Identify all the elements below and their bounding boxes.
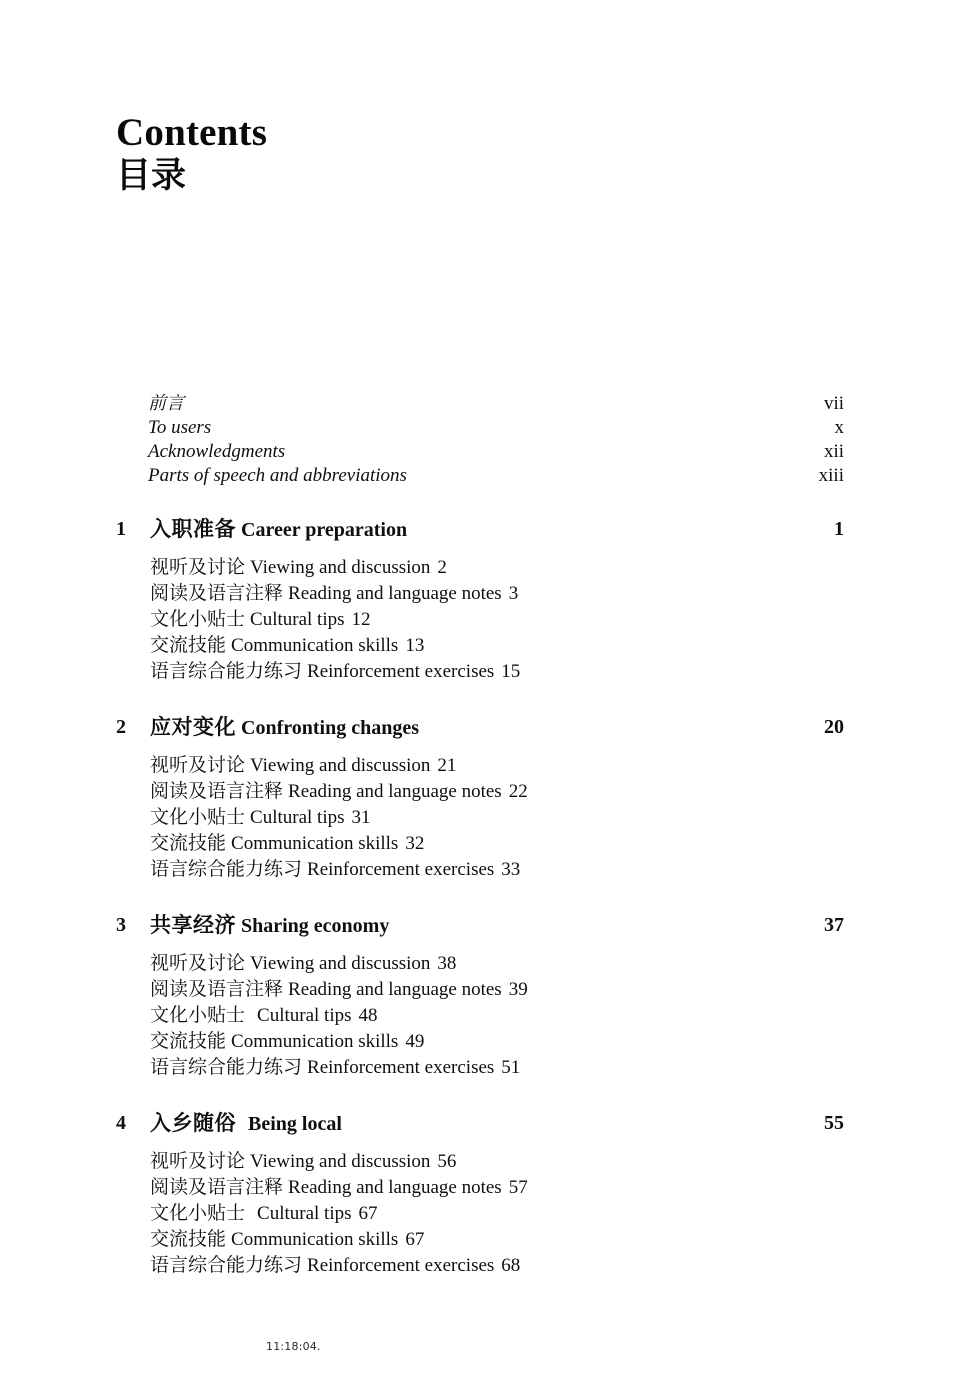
- section-label-chinese: 交流技能: [150, 832, 227, 854]
- front-matter-title: To users: [148, 417, 212, 438]
- section-entry[interactable]: [150, 856, 844, 882]
- front-matter-page-number: xii: [823, 441, 844, 462]
- section-entry[interactable]: [150, 1028, 844, 1054]
- section-label-chinese: 视听及讨论: [150, 1150, 246, 1172]
- section-label-chinese: 文化小贴士: [150, 1202, 246, 1224]
- section-page-number: 67: [405, 1229, 425, 1250]
- section-entry[interactable]: [150, 554, 844, 580]
- section-entry[interactable]: [150, 1252, 844, 1278]
- section-label-english: Communication skills: [231, 635, 399, 656]
- chapter-heading[interactable]: [116, 712, 844, 742]
- section-entry[interactable]: [150, 1148, 844, 1174]
- front-matter-list: [148, 392, 844, 488]
- section-page-number: 22: [508, 781, 528, 802]
- section-page-number: 21: [437, 755, 457, 776]
- front-matter-entry[interactable]: [148, 464, 844, 488]
- section-entry[interactable]: [150, 830, 844, 856]
- section-label-english: Communication skills: [231, 833, 399, 854]
- page-title: [116, 112, 267, 197]
- chapter-number: 3: [116, 914, 126, 936]
- chapter-title-english: Confronting changes: [241, 717, 419, 739]
- section-label-english: Communication skills: [231, 1229, 399, 1250]
- chapter-section-list: [150, 1146, 844, 1278]
- section-page-number: 3: [508, 583, 519, 604]
- chapter-heading[interactable]: [116, 1108, 844, 1138]
- section-entry[interactable]: [150, 632, 844, 658]
- section-page-number: 32: [405, 833, 425, 854]
- chapter-title-chinese: 共享经济: [150, 913, 236, 937]
- section-label-english: Cultural tips: [257, 1005, 352, 1026]
- section-label-english: Viewing and discussion: [250, 755, 431, 776]
- section-label-english: Cultural tips: [250, 609, 345, 630]
- section-label-chinese: 语言综合能力练习: [150, 660, 303, 682]
- section-page-number: 33: [501, 859, 521, 880]
- chapter-number: 2: [116, 716, 126, 738]
- front-matter-title: Acknowledgments: [148, 441, 286, 462]
- chapter-page-number: 20: [824, 716, 844, 738]
- section-label-chinese: 文化小贴士: [150, 806, 246, 828]
- section-entry[interactable]: [150, 658, 844, 684]
- section-label-english: Reading and language notes: [288, 1177, 502, 1198]
- chapter-heading[interactable]: [116, 514, 844, 544]
- section-entry[interactable]: [150, 1200, 844, 1226]
- chapter-heading[interactable]: [116, 910, 844, 940]
- section-page-number: 57: [508, 1177, 528, 1198]
- section-entry[interactable]: [150, 1226, 844, 1252]
- footer-timestamp: 11:18:04.: [266, 1340, 321, 1353]
- chapter-title-chinese: 入乡随俗: [150, 1111, 236, 1135]
- chapter-list: [116, 514, 844, 1278]
- section-entry[interactable]: [150, 950, 844, 976]
- section-page-number: 49: [405, 1031, 425, 1052]
- section-label-chinese: 语言综合能力练习: [150, 1254, 303, 1276]
- section-entry[interactable]: [150, 1002, 844, 1028]
- section-page-number: 51: [501, 1057, 521, 1078]
- section-page-number: 31: [351, 807, 371, 828]
- section-entry[interactable]: [150, 1174, 844, 1200]
- section-page-number: 56: [437, 1151, 457, 1172]
- chapter-entry: [116, 910, 844, 1080]
- chapter-page-number: 55: [824, 1112, 844, 1134]
- chapter-section-list: [150, 750, 844, 882]
- section-entry[interactable]: [150, 1054, 844, 1080]
- chapter-title-english: Career preparation: [241, 519, 408, 541]
- chapter-entry: [116, 514, 844, 684]
- section-label-chinese: 文化小贴士: [150, 608, 246, 630]
- front-matter-title: 前言: [148, 393, 184, 414]
- chapter-page-number: 37: [824, 914, 844, 936]
- section-page-number: 68: [501, 1255, 521, 1276]
- section-label-english: Reinforcement exercises: [307, 661, 495, 682]
- section-page-number: 13: [405, 635, 425, 656]
- section-label-english: Reinforcement exercises: [307, 859, 495, 880]
- section-label-english: Reading and language notes: [288, 781, 502, 802]
- page-title-chinese: 目录: [116, 156, 187, 197]
- section-label-chinese: 交流技能: [150, 1030, 227, 1052]
- chapter-title: [150, 514, 407, 545]
- section-label-english: Cultural tips: [257, 1203, 352, 1224]
- section-label-chinese: 语言综合能力练习: [150, 1056, 303, 1078]
- chapter-title: [150, 910, 389, 941]
- section-label-chinese: 阅读及语言注释: [150, 582, 284, 604]
- section-page-number: 48: [358, 1005, 378, 1026]
- section-label-chinese: 阅读及语言注释: [150, 978, 284, 1000]
- front-matter-page-number: vii: [823, 393, 844, 414]
- chapter-title-chinese: 入职准备: [150, 517, 236, 541]
- chapter-title: [150, 712, 419, 743]
- section-label-chinese: 交流技能: [150, 1228, 227, 1250]
- section-label-english: Viewing and discussion: [250, 953, 431, 974]
- section-label-chinese: 视听及讨论: [150, 952, 246, 974]
- front-matter-page-number: xiii: [818, 465, 844, 486]
- page-title-english: Contents: [116, 111, 268, 154]
- section-page-number: 39: [508, 979, 528, 1000]
- section-entry[interactable]: [150, 778, 844, 804]
- section-label-chinese: 视听及讨论: [150, 556, 246, 578]
- section-entry[interactable]: [150, 606, 844, 632]
- front-matter-entry[interactable]: [148, 392, 844, 416]
- section-label-english: Communication skills: [231, 1031, 399, 1052]
- section-entry[interactable]: [150, 752, 844, 778]
- chapter-number: 1: [116, 518, 126, 540]
- section-label-chinese: 文化小贴士: [150, 1004, 246, 1026]
- section-label-english: Viewing and discussion: [250, 557, 431, 578]
- chapter-section-list: [150, 552, 844, 684]
- section-entry[interactable]: [150, 580, 844, 606]
- section-label-english: Cultural tips: [250, 807, 345, 828]
- chapter-entry: [116, 1108, 844, 1278]
- section-label-chinese: 交流技能: [150, 634, 227, 656]
- section-label-chinese: 视听及讨论: [150, 754, 246, 776]
- section-entry[interactable]: [150, 976, 844, 1002]
- section-entry[interactable]: [150, 804, 844, 830]
- section-page-number: 67: [358, 1203, 378, 1224]
- section-label-chinese: 阅读及语言注释: [150, 780, 284, 802]
- chapter-title-chinese: 应对变化: [150, 715, 236, 739]
- chapter-page-number: 1: [834, 518, 844, 540]
- section-label-english: Reading and language notes: [288, 583, 502, 604]
- section-page-number: 2: [437, 557, 447, 578]
- section-page-number: 38: [437, 953, 457, 974]
- section-label-chinese: 语言综合能力练习: [150, 858, 303, 880]
- chapter-title-english: Sharing economy: [241, 915, 390, 937]
- chapter-entry: [116, 712, 844, 882]
- section-label-english: Reinforcement exercises: [307, 1255, 495, 1276]
- section-label-english: Reinforcement exercises: [307, 1057, 495, 1078]
- front-matter-page-number: x: [834, 417, 844, 438]
- chapter-number: 4: [116, 1112, 126, 1134]
- chapter-section-list: [150, 948, 844, 1080]
- front-matter-entry[interactable]: [148, 440, 844, 464]
- section-page-number: 15: [501, 661, 521, 682]
- chapter-title-english: Being local: [248, 1113, 342, 1135]
- front-matter-title: Parts of speech and abbreviations: [148, 465, 407, 486]
- section-page-number: 12: [351, 609, 371, 630]
- chapter-title: [150, 1108, 342, 1139]
- section-label-chinese: 阅读及语言注释: [150, 1176, 284, 1198]
- front-matter-entry[interactable]: [148, 416, 844, 440]
- section-label-english: Reading and language notes: [288, 979, 502, 1000]
- section-label-english: Viewing and discussion: [250, 1151, 431, 1172]
